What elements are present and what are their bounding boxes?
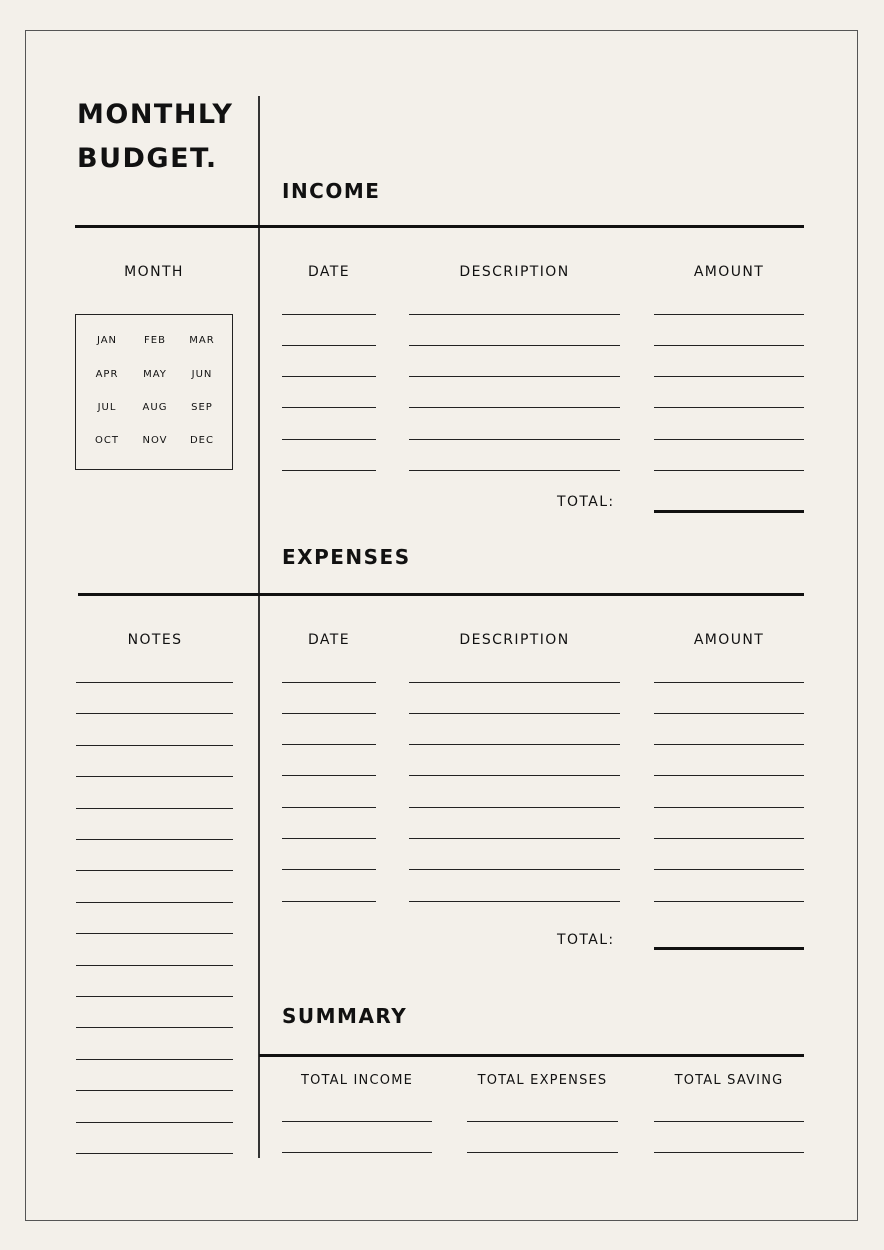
notes-line[interactable]: [76, 745, 233, 746]
income-total-line[interactable]: [654, 510, 804, 513]
month-option-aug[interactable]: AUG: [142, 402, 168, 413]
income-amount-header: AMOUNT: [693, 264, 765, 280]
expense-description-line[interactable]: [409, 713, 620, 714]
income-amount-line[interactable]: [654, 439, 804, 440]
expense-date-line[interactable]: [282, 869, 376, 870]
expenses-heading: EXPENSES: [282, 545, 411, 569]
month-option-jul[interactable]: JUL: [97, 402, 117, 413]
notes-line[interactable]: [76, 902, 233, 903]
vertical-divider: [258, 96, 260, 1158]
income-date-line[interactable]: [282, 345, 376, 346]
expenses-description-header: DESCRIPTION: [459, 632, 570, 648]
expense-description-line[interactable]: [409, 775, 620, 776]
summary-total-income-line[interactable]: [282, 1152, 432, 1153]
income-date-line[interactable]: [282, 314, 376, 315]
expense-amount-line[interactable]: [654, 838, 804, 839]
month-option-nov[interactable]: NOV: [142, 435, 168, 446]
month-option-dec[interactable]: DEC: [189, 435, 214, 446]
income-description-line[interactable]: [409, 314, 620, 315]
summary-rule: [259, 1054, 804, 1057]
income-date-line[interactable]: [282, 376, 376, 377]
expenses-date-header: DATE: [307, 632, 351, 648]
expense-date-line[interactable]: [282, 838, 376, 839]
income-description-header: DESCRIPTION: [459, 264, 570, 280]
notes-line[interactable]: [76, 682, 233, 683]
income-description-line[interactable]: [409, 376, 620, 377]
month-option-jun[interactable]: JUN: [191, 369, 213, 380]
expense-description-line[interactable]: [409, 682, 620, 683]
expense-amount-line[interactable]: [654, 901, 804, 902]
expense-amount-line[interactable]: [654, 713, 804, 714]
expense-amount-line[interactable]: [654, 744, 804, 745]
month-option-jan[interactable]: JAN: [96, 335, 118, 346]
title-line-1: MONTHLY: [77, 99, 234, 130]
income-amount-line[interactable]: [654, 407, 804, 408]
income-total-label: TOTAL:: [557, 494, 615, 510]
notes-line[interactable]: [76, 1153, 233, 1154]
notes-line[interactable]: [76, 870, 233, 871]
expenses-rule: [78, 593, 804, 596]
income-date-line[interactable]: [282, 470, 376, 471]
income-amount-line[interactable]: [654, 376, 804, 377]
notes-line[interactable]: [76, 996, 233, 997]
summary-total-saving-line[interactable]: [654, 1121, 804, 1122]
expenses-total-label: TOTAL:: [557, 932, 615, 948]
summary-total-income-line[interactable]: [282, 1121, 432, 1122]
month-option-sep[interactable]: SEP: [191, 402, 213, 413]
income-description-line[interactable]: [409, 439, 620, 440]
income-date-line[interactable]: [282, 407, 376, 408]
income-description-line[interactable]: [409, 345, 620, 346]
expense-description-line[interactable]: [409, 901, 620, 902]
income-date-header: DATE: [307, 264, 351, 280]
summary-total-income-header: TOTAL INCOME: [300, 1073, 414, 1088]
expenses-amount-header: AMOUNT: [693, 632, 765, 648]
expense-amount-line[interactable]: [654, 682, 804, 683]
summary-total-saving-line[interactable]: [654, 1152, 804, 1153]
notes-line[interactable]: [76, 713, 233, 714]
page-title: [77, 93, 257, 181]
expense-description-line[interactable]: [409, 807, 620, 808]
summary-total-expenses-line[interactable]: [467, 1121, 618, 1122]
notes-line[interactable]: [76, 1059, 233, 1060]
month-option-may[interactable]: MAY: [143, 369, 167, 380]
expense-amount-line[interactable]: [654, 775, 804, 776]
page-frame: [25, 30, 858, 1221]
notes-line[interactable]: [76, 1090, 233, 1091]
expense-date-line[interactable]: [282, 775, 376, 776]
expense-description-line[interactable]: [409, 744, 620, 745]
expense-date-line[interactable]: [282, 901, 376, 902]
notes-line[interactable]: [76, 1122, 233, 1123]
notes-line[interactable]: [76, 776, 233, 777]
notes-line[interactable]: [76, 839, 233, 840]
income-amount-line[interactable]: [654, 470, 804, 471]
income-amount-line[interactable]: [654, 345, 804, 346]
title-line-2: BUDGET.: [77, 143, 218, 174]
expenses-total-line[interactable]: [654, 947, 804, 950]
notes-line[interactable]: [76, 933, 233, 934]
expense-amount-line[interactable]: [654, 869, 804, 870]
expense-date-line[interactable]: [282, 744, 376, 745]
income-description-line[interactable]: [409, 470, 620, 471]
month-heading: MONTH: [124, 264, 184, 280]
month-option-feb[interactable]: FEB: [144, 335, 166, 346]
notes-line[interactable]: [76, 808, 233, 809]
income-description-line[interactable]: [409, 407, 620, 408]
notes-line[interactable]: [76, 965, 233, 966]
notes-line[interactable]: [76, 1027, 233, 1028]
month-option-oct[interactable]: OCT: [95, 435, 119, 446]
month-option-apr[interactable]: APR: [95, 369, 119, 380]
expense-date-line[interactable]: [282, 807, 376, 808]
expense-amount-line[interactable]: [654, 807, 804, 808]
summary-total-saving-header: TOTAL SAVING: [674, 1073, 784, 1088]
notes-heading: NOTES: [127, 632, 183, 648]
income-rule: [75, 225, 804, 228]
month-option-mar[interactable]: MAR: [189, 335, 215, 346]
income-heading: INCOME: [282, 179, 381, 203]
expense-date-line[interactable]: [282, 682, 376, 683]
income-date-line[interactable]: [282, 439, 376, 440]
summary-heading: SUMMARY: [282, 1004, 408, 1028]
summary-total-expenses-line[interactable]: [467, 1152, 618, 1153]
expense-description-line[interactable]: [409, 869, 620, 870]
expense-description-line[interactable]: [409, 838, 620, 839]
income-amount-line[interactable]: [654, 314, 804, 315]
summary-total-expenses-header: TOTAL EXPENSES: [477, 1073, 608, 1088]
expense-date-line[interactable]: [282, 713, 376, 714]
